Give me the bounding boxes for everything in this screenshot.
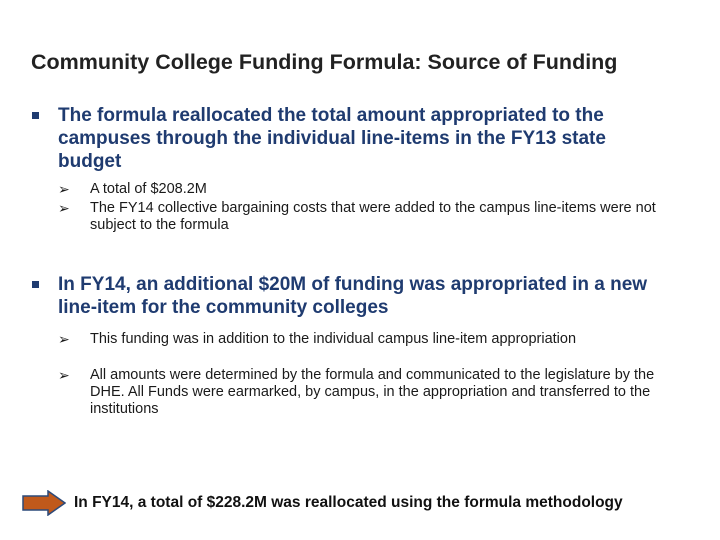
bullet-1 [32,104,672,236]
arrowhead-bullet-icon: ➢ [58,181,70,197]
arrowhead-bullet-icon: ➢ [58,331,70,347]
bullet-2-text: In FY14, an additional $20M of funding was appropriated in a new line-item for the community colleges [58,274,648,318]
sub-bullet-text: All amounts were determined by the formula and communicated to the legislature by the DHE. All Funds were earmarked, by campus, in the appropriation and transferred to the institutions [90,367,655,417]
sub-bullet [58,200,672,234]
footer-callout [22,490,623,516]
sub-bullet [58,331,672,348]
bullet-1-text: The formula reallocated the total amount appropriated to the campuses through the individual line-items in the FY13 state budget [58,105,606,172]
sub-bullet-text: The FY14 collective bargaining costs that were added to the campus line-items were not subject to the formula [90,200,656,233]
slide-title: Community College Funding Formula: Source of Funding [31,50,618,74]
bullet-2-sublist [32,331,672,418]
right-arrow-icon [22,490,66,516]
sub-bullet [58,181,672,198]
arrowhead-bullet-icon: ➢ [58,367,70,383]
arrowhead-bullet-icon: ➢ [58,200,70,216]
square-bullet-icon [32,281,39,288]
bullet-1-sublist [32,181,672,234]
sub-bullet [58,367,672,418]
square-bullet-icon [32,112,39,119]
footer-text: In FY14, a total of $228.2M was reallocated using the formula methodology [74,494,623,511]
sub-bullet-text: A total of $208.2M [90,181,207,197]
bullet-2 [32,273,672,420]
sub-bullet-text: This funding was in addition to the individual campus line-item appropriation [90,331,577,347]
